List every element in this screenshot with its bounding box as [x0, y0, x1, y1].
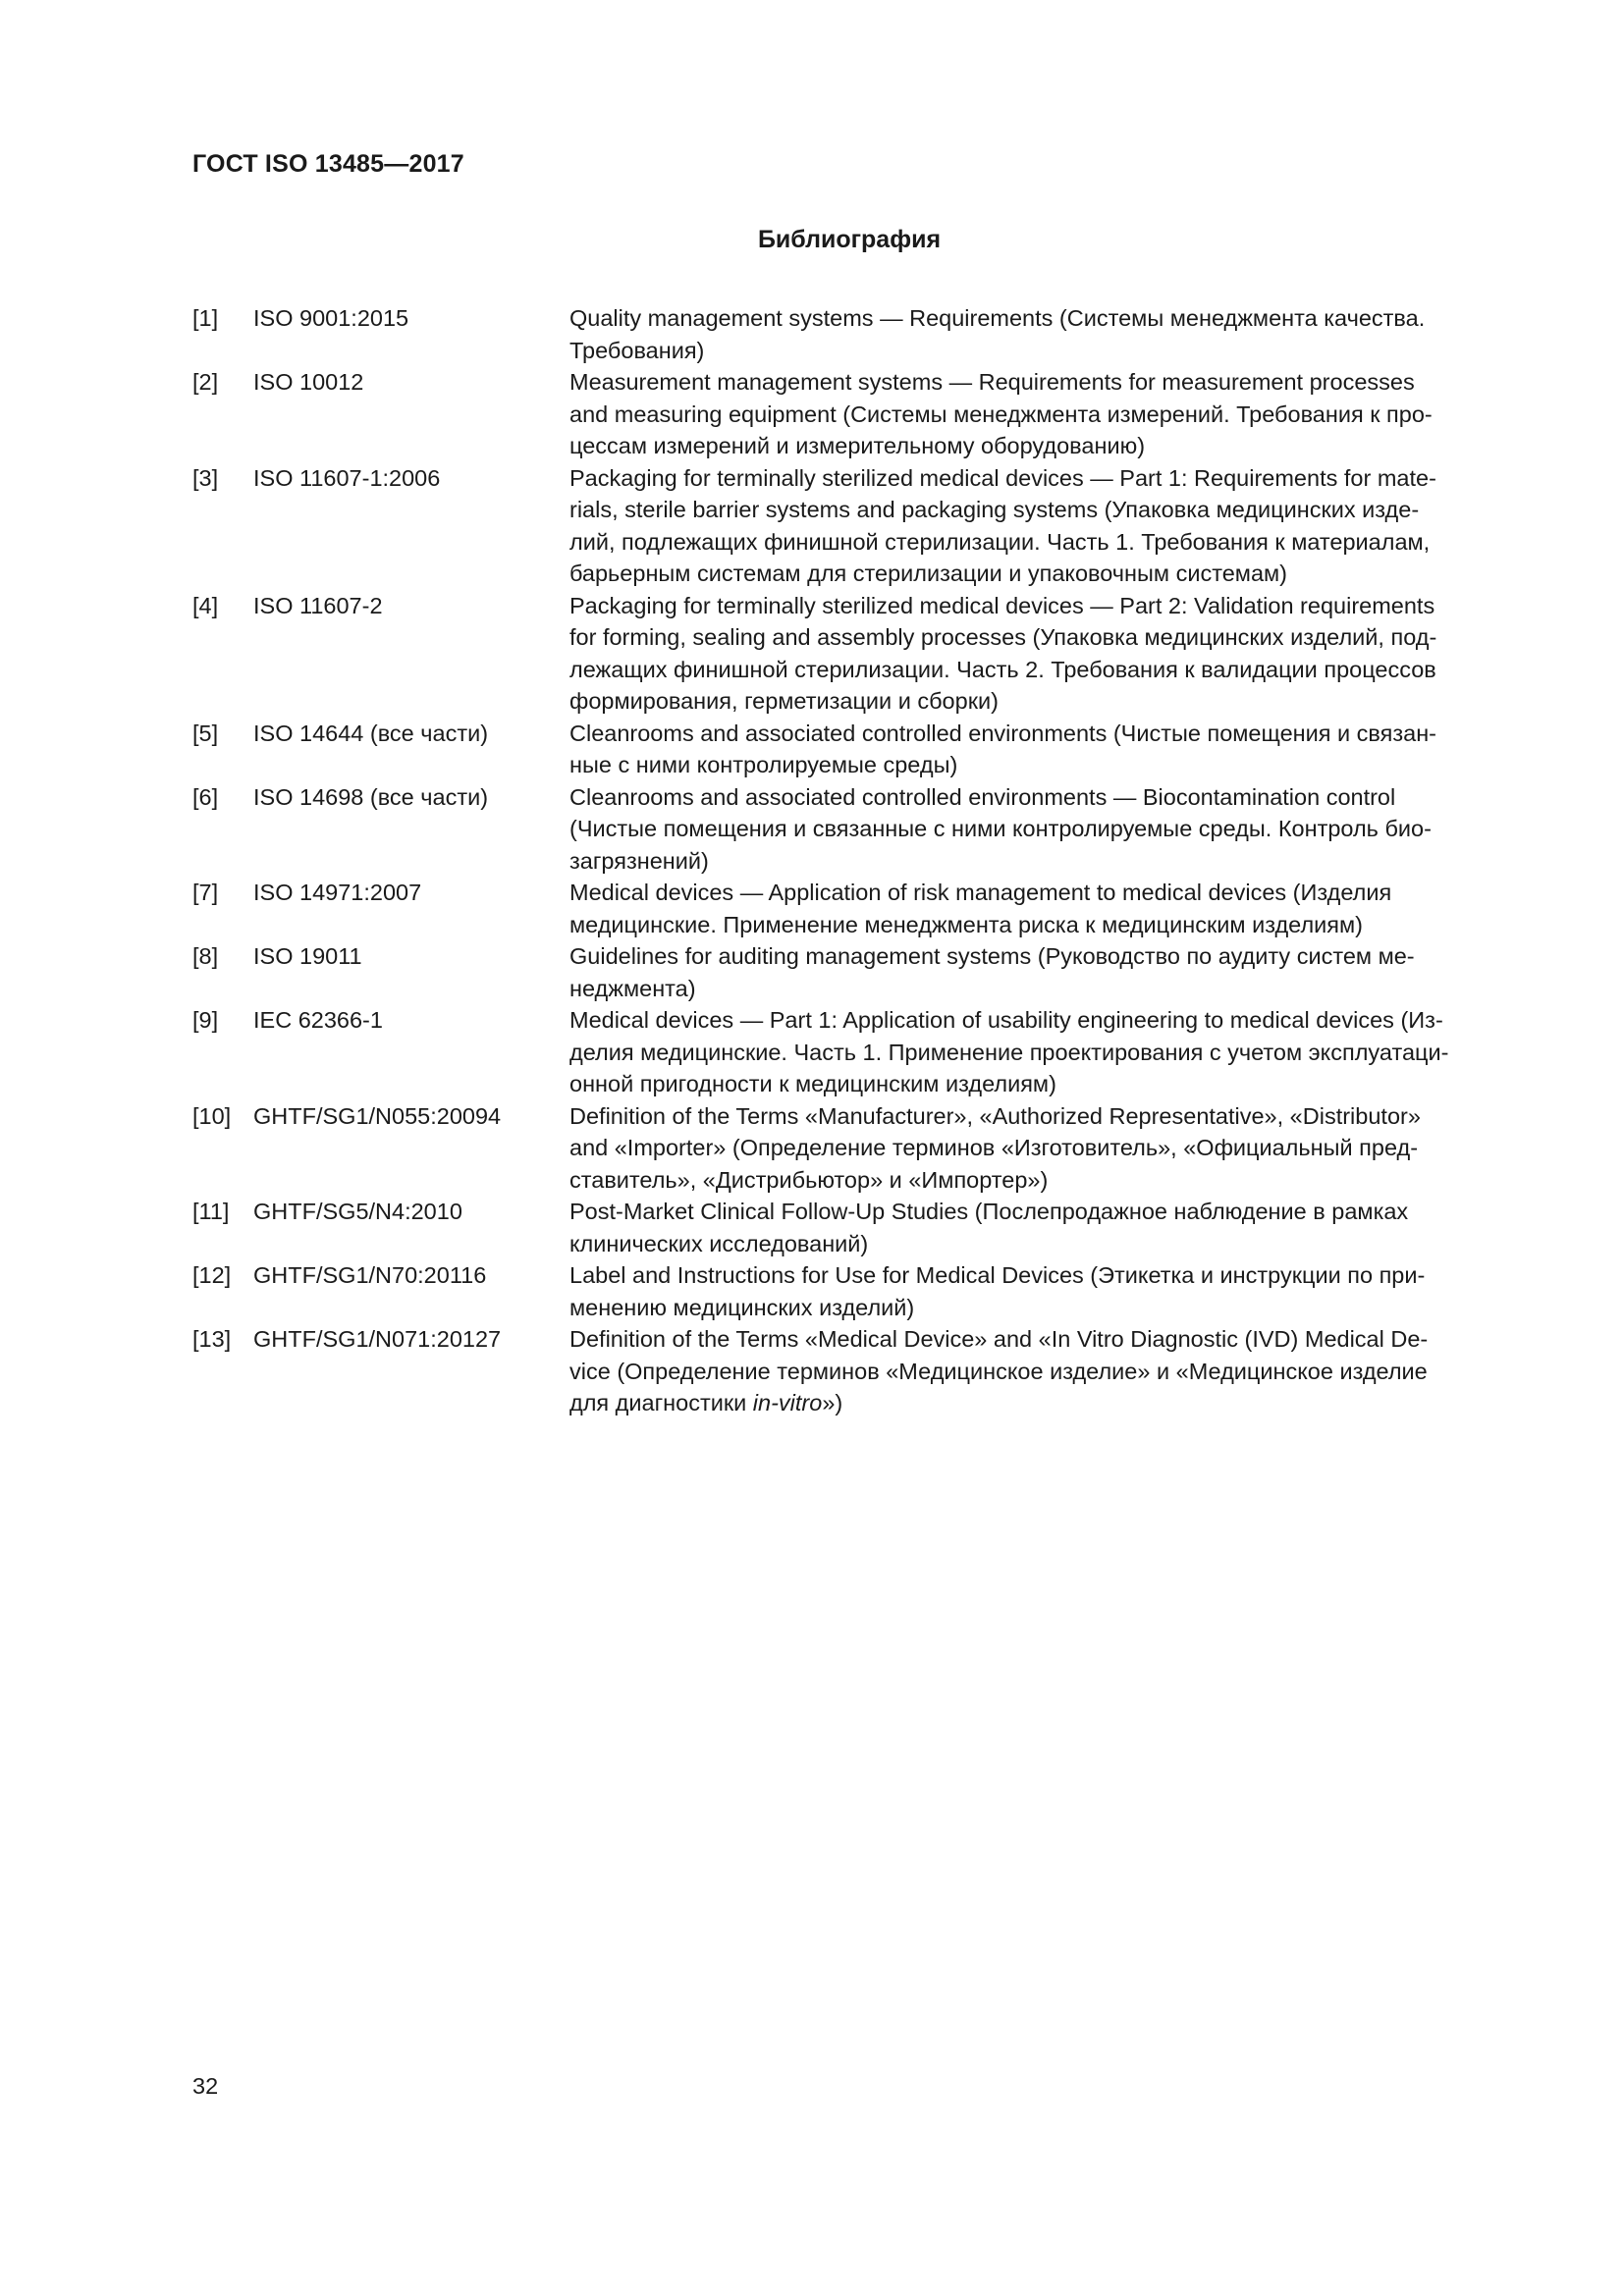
entry-title-line: Quality management systems — Requirements (Системы менеджмента качества.	[569, 305, 1426, 331]
entry-title-line: цессам измерений и измерительному оборудованию)	[569, 433, 1146, 458]
entry-title	[569, 302, 1490, 366]
bibliography-entry	[192, 462, 1508, 590]
entry-title	[569, 718, 1490, 781]
document-header: ГОСТ ISO 13485—2017	[192, 150, 464, 178]
entry-title-line: ные с ними контролируемые среды)	[569, 752, 958, 777]
entry-title-line: формирования, герметизации и сборки)	[569, 688, 999, 714]
entry-title-line: медицинские. Применение менеджмента риска к медицинским изделиям)	[569, 911, 1363, 937]
entry-number: [4]	[192, 592, 219, 618]
entry-title-line: загрязнений)	[569, 847, 709, 874]
entry-title	[569, 462, 1490, 590]
entry-standard-code: ISO 14644 (все части)	[253, 720, 489, 746]
entry-title	[569, 781, 1490, 878]
entry-standard-code: GHTF/SG1/N071:20127	[253, 1326, 502, 1352]
entry-standard-code: GHTF/SG1/N70:20116	[253, 1262, 487, 1288]
entry-title-line: Medical devices — Part 1: Application of usability engineering to medical devices (Из-	[569, 1007, 1443, 1033]
entry-title-line: Cleanrooms and associated controlled environments (Чистые помещения и связан-	[569, 720, 1436, 746]
entry-number: [9]	[192, 1007, 219, 1033]
entry-title-line: Cleanrooms and associated controlled environments — Biocontamination control	[569, 783, 1396, 810]
entry-title-line: and «Importer» (Определение терминов «Изготовитель», «Официальный пред-	[569, 1135, 1419, 1160]
entry-title	[569, 1259, 1490, 1323]
bibliography-entry	[192, 1196, 1508, 1259]
entry-standard-code: IEC 62366-1	[253, 1007, 383, 1033]
entry-title	[569, 1100, 1490, 1197]
entry-title-italic: in-vitro	[752, 1390, 823, 1415]
bibliography-list	[192, 302, 1508, 1419]
entry-title-line: онной пригодности к медицинским изделиям)	[569, 1071, 1056, 1096]
entry-title-line: (Чистые помещения и связанные с ними контролируемые среды. Контроль био-	[569, 816, 1432, 841]
entry-title-line: лий, подлежащих финишной стерилизации. Часть 1. Требования к материалам,	[569, 528, 1431, 555]
entry-title-line: rials, sterile barrier systems and packaging systems (Упаковка медицинских изде-	[569, 497, 1420, 522]
entry-standard-code: ISO 9001:2015	[253, 305, 409, 331]
entry-number: [2]	[192, 369, 219, 395]
bibliography-entry	[192, 781, 1508, 878]
bibliography-entry	[192, 302, 1508, 366]
entry-title-line: Требования)	[569, 337, 705, 363]
entry-title-line: Packaging for terminally sterilized medical devices — Part 1: Requirements for mate-	[569, 464, 1436, 491]
entry-standard-code: GHTF/SG5/N4:2010	[253, 1199, 462, 1224]
bibliography-entry	[192, 718, 1508, 781]
entry-title-line: Label and Instructions for Use for Medical Devices (Этикетка и инструкции по при-	[569, 1262, 1426, 1288]
bibliography-entry	[192, 1004, 1508, 1100]
entry-title-line: неджмента)	[569, 975, 696, 1001]
entry-title-line: делия медицинские. Часть 1. Применение проектирования с учетом эксплуатаци-	[569, 1039, 1449, 1065]
entry-standard-code: GHTF/SG1/N055:20094	[253, 1102, 502, 1129]
entry-title-text: »)	[822, 1390, 843, 1415]
page-number: 32	[192, 2073, 219, 2099]
bibliography-entry	[192, 590, 1508, 718]
entry-number: [11]	[192, 1199, 230, 1224]
entry-title-line: Post-Market Clinical Follow-Up Studies (Послепродажное наблюдение в рамках	[569, 1199, 1409, 1224]
entry-number: [12]	[192, 1262, 232, 1288]
entry-title	[569, 877, 1490, 940]
entry-number: [1]	[192, 305, 219, 331]
entry-title-line: лежащих финишной стерилизации. Часть 2. Требования к валидации процессов	[569, 656, 1436, 682]
bibliography-entry	[192, 1100, 1508, 1197]
entry-title-line	[569, 1387, 1490, 1419]
section-title: Библиография	[757, 226, 942, 253]
entry-title-line: клинических исследований)	[569, 1230, 869, 1256]
entry-title-line: for forming, sealing and assembly processes (Упаковка медицинских изделий, под-	[569, 624, 1437, 650]
entry-title-line: Medical devices — Application of risk management to medical devices (Изделия	[569, 880, 1392, 905]
entry-title-line: and measuring equipment (Системы менеджмента измерений. Требования к про-	[569, 400, 1433, 427]
entry-number: [8]	[192, 943, 219, 969]
entry-title	[569, 940, 1490, 1004]
entry-standard-code: ISO 11607-2	[253, 592, 383, 618]
entry-standard-code: ISO 19011	[253, 943, 362, 969]
entry-title-line: Definition of the Terms «Manufacturer», «Authorized Representative», «Distributor»	[569, 1102, 1421, 1129]
entry-title-text: для диагностики	[569, 1390, 753, 1415]
entry-title	[569, 1004, 1490, 1100]
entry-title	[569, 1323, 1490, 1419]
bibliography-entry	[192, 940, 1508, 1004]
entry-title	[569, 366, 1490, 462]
entry-title-line: менению медицинских изделий)	[569, 1294, 915, 1320]
entry-title-line: ставитель», «Дистрибьютор» и «Импортер»)	[569, 1166, 1049, 1193]
bibliography-entry	[192, 877, 1508, 940]
bibliography-entry	[192, 366, 1508, 462]
entry-number: [6]	[192, 783, 219, 810]
entry-title	[569, 1196, 1490, 1259]
bibliography-entry	[192, 1259, 1508, 1323]
entry-standard-code: ISO 14971:2007	[253, 880, 422, 905]
entry-number: [5]	[192, 720, 219, 746]
entry-title-line: Packaging for terminally sterilized medical devices — Part 2: Validation requirements	[569, 592, 1435, 618]
entry-number: [13]	[192, 1326, 232, 1352]
entry-title-line: vice (Определение терминов «Медицинское изделие» и «Медицинское изделие	[569, 1358, 1428, 1384]
entry-number: [3]	[192, 464, 219, 491]
entry-standard-code: ISO 14698 (все части)	[253, 783, 489, 810]
entry-title-line: барьерным системам для стерилизации и упаковочным системам)	[569, 561, 1288, 586]
entry-title-line: Definition of the Terms «Medical Device» and «In Vitro Diagnostic (IVD) Medical De-	[569, 1326, 1429, 1352]
entry-number: [7]	[192, 880, 219, 905]
bibliography-entry	[192, 1323, 1508, 1419]
entry-number: [10]	[192, 1102, 232, 1129]
entry-title	[569, 590, 1490, 718]
entry-title-line: Guidelines for auditing management systems (Руководство по аудиту систем ме-	[569, 943, 1415, 969]
entry-title-line: Measurement management systems — Requirements for measurement processes	[569, 369, 1415, 395]
entry-standard-code: ISO 10012	[253, 369, 364, 395]
entry-standard-code: ISO 11607-1:2006	[253, 464, 441, 491]
